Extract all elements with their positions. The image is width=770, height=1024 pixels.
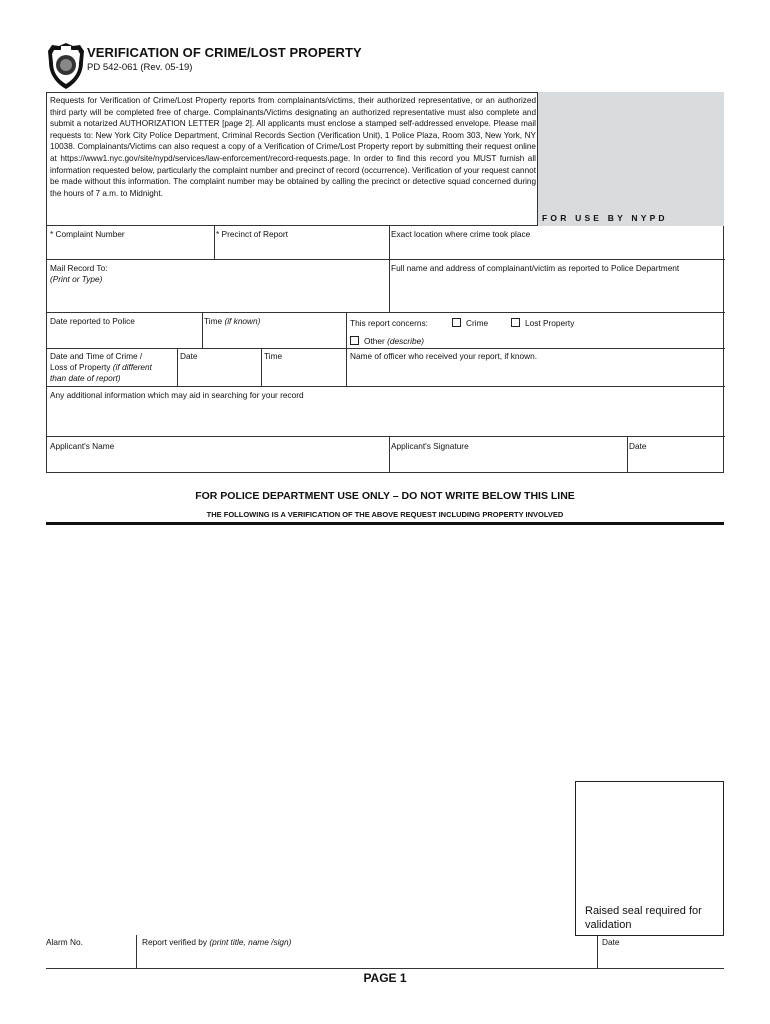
form-number: PD 542-061 (Rev. 05-19) xyxy=(87,62,193,73)
crime-time-field[interactable]: Time xyxy=(264,351,283,361)
verified-by-note: (print title, name /sign) xyxy=(209,937,292,947)
complaint-number-field[interactable]: * Complaint Number xyxy=(50,229,125,239)
nypd-use-box xyxy=(537,92,724,226)
lost-property-option[interactable] xyxy=(511,318,574,328)
applicant-name-field[interactable]: Applicant's Name xyxy=(50,441,115,451)
precinct-field[interactable]: * Precinct of Report xyxy=(216,229,288,239)
date-reported-field[interactable]: Date reported to Police xyxy=(50,316,135,326)
verification-date-field[interactable]: Date xyxy=(602,937,620,947)
crime-label: Crime xyxy=(466,318,489,328)
checkbox-icon[interactable] xyxy=(350,336,359,345)
divider-line xyxy=(46,522,724,525)
mail-record-field[interactable]: Mail Record To: xyxy=(50,263,108,273)
police-use-heading: FOR POLICE DEPARTMENT USE ONLY – DO NOT WRITE BELOW THIS LINE xyxy=(195,490,575,502)
page-number: PAGE 1 xyxy=(363,971,407,985)
than-date-note: than date of report) xyxy=(50,373,121,383)
date-time-crime-label: Date and Time of Crime / xyxy=(50,351,143,361)
verified-by-label: Report verified by xyxy=(142,937,208,947)
nypd-badge-icon xyxy=(46,42,86,90)
additional-info-field[interactable]: Any additional information which may aid in searching for your record xyxy=(50,390,304,400)
checkbox-icon[interactable] xyxy=(452,318,461,327)
crime-date-field[interactable]: Date xyxy=(180,351,198,361)
seal-text: Raised seal required for validation xyxy=(585,905,702,931)
other-option[interactable] xyxy=(350,336,424,346)
report-concerns-label: This report concerns: xyxy=(350,318,428,328)
lost-property-label: Lost Property xyxy=(525,318,575,328)
time-note: (if known) xyxy=(224,316,261,326)
other-label: Other xyxy=(364,336,385,346)
verified-by-field[interactable] xyxy=(142,937,291,947)
time-label: Time xyxy=(204,316,223,326)
checkbox-icon[interactable] xyxy=(511,318,520,327)
verification-subheading: THE FOLLOWING IS A VERIFICATION OF THE ABOVE REQUEST INCLUDING PROPERTY INVOLVED xyxy=(206,510,564,519)
crime-option[interactable] xyxy=(452,318,488,328)
instructions-text: Requests for Verification of Crime/Lost Property reports from complainants/victims, their authorized representative, or an authorized third party will be completed free of charge. Complainants/Victims designating an authorized representative must also complete and submit a notarized AUTHORIZATION LETTER [page 2]. All applicants must enclose a stamped self-addressed envelope. Please mail requests to: New York City Police Department, Criminal Records Section (Verification Unit), 1 Police Plaza, Room 303, New York, NY 10038. Complainants/Victims can also request a copy of a Verification of Crime/Lost Property report by submitting their request online at https://www1.nyc.gov/site/nypd/services/law-enforcement/record-requests.page. In order to find this record you MUST furnish all information requested below, particularly the complaint number and precinct of record (occurrence). Verification of your request cannot be made without this information. The complaint number may be obtained by calling the precinct or detective squad concerned during the hours of 7 a.m. to Midnight. xyxy=(50,96,536,198)
loss-of-property-label xyxy=(50,362,152,372)
mail-record-note: (Print or Type) xyxy=(50,274,103,284)
officer-name-field[interactable]: Name of officer who received your report, if known. xyxy=(350,351,538,361)
loss-of-property-text: Loss of Property xyxy=(50,362,111,372)
alarm-no-field[interactable]: Alarm No. xyxy=(46,937,83,947)
applicant-date-field[interactable]: Date xyxy=(629,441,647,451)
form-title: VERIFICATION OF CRIME/LOST PROPERTY xyxy=(87,45,362,60)
nypd-use-label: FOR USE BY NYPD xyxy=(542,213,668,223)
other-note: (describe) xyxy=(387,336,424,346)
if-different-note: (if different xyxy=(112,362,152,372)
full-name-address-field[interactable]: Full name and address of complainant/victim as reported to Police Department xyxy=(391,263,680,273)
time-reported-field[interactable] xyxy=(204,316,260,326)
exact-location-field[interactable]: Exact location where crime took place xyxy=(391,229,531,239)
applicant-signature-field[interactable]: Applicant's Signature xyxy=(391,441,469,451)
